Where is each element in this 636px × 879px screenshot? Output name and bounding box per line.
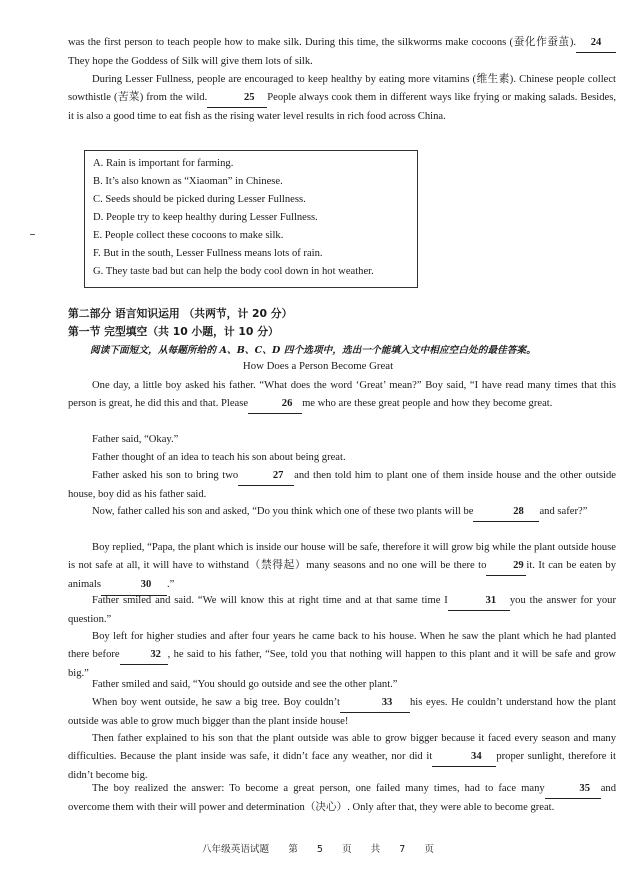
instruction: 阅读下面短文，从每题所给的 A、B、C、D 四个选项中，选出一个能填入文中相应空白处的最佳答案。 (90, 345, 536, 356)
passage-title: How Does a Person Become Great (242, 360, 394, 372)
text: Father asked his son to bring two (92, 470, 239, 481)
passage-paragraph-3 (68, 449, 616, 467)
text: it. It can be eaten by animals (68, 560, 617, 591)
text: me who are these great people and how they become great. (302, 398, 553, 410)
text: and safer?” (539, 506, 588, 517)
text: proper sunlight, therefore it didn’t become big. (68, 751, 616, 782)
blank-29[interactable]: 29 (486, 557, 526, 576)
footer-subject: 八年级英语试题 (201, 844, 270, 855)
blank-28[interactable]: 28 (473, 503, 539, 522)
text: and overcome them with their will power and determination（决心）. Only after that, they were able to become great. (68, 783, 616, 814)
text: Boy replied, “Papa, the plant which is inside our house will be safe, therefore it will grow big while the plant outside house is not safe at all, it will have to withstand（禁得起）many seasons and no one will be there to (68, 542, 616, 572)
blank-31[interactable]: 31 (448, 592, 510, 611)
passage-paragraph-5 (68, 503, 616, 522)
option-g: G. They taste bad but can help the body cool down in hot weather. (93, 266, 374, 277)
blank-25[interactable]: 25 (207, 89, 267, 108)
passage-paragraph-11 (68, 730, 616, 786)
blank-30[interactable]: 30 (101, 576, 167, 595)
part-heading: 第二部分 语言知识运用 （共两节，计 20 分） (68, 307, 293, 320)
passage-paragraph-6 (68, 539, 616, 596)
text: People always cook them in different ways like frying or making salads. Besides, it is also a good time to eat fish as the rising water level results in rich food across China. (68, 92, 616, 123)
text: , he said to his father, “See, told you that nothing will happen to this plant and it will be safe and grow big.” (68, 649, 616, 680)
text: his eyes. He couldn’t understand how the plant outside was able to grow much bigger than the plant inside house! (68, 697, 616, 728)
text: Boy left for higher studies and after four years he came back to his house. When he saw the plant which he had planted there before (68, 631, 616, 661)
options-box (84, 150, 418, 288)
text: you the answer for your question.” (68, 595, 616, 626)
paragraph-silk (68, 34, 616, 71)
option-c: C. Seeds should be picked during Lesser Fullness. (93, 194, 306, 205)
text: Then father explained to his son that the plant outside was able to grow bigger because it faced every season and many difficulties. Because the plant inside was safe, it didn’t face any weather, nor did it (68, 733, 616, 763)
passage-paragraph-1 (68, 377, 616, 414)
text: Father said, “Okay.” (92, 434, 179, 445)
blank-26[interactable]: 26 (248, 395, 302, 414)
option-a: A. Rain is important for farming. (93, 158, 234, 169)
option-d: D. People try to keep healthy during Lesser Fullness. (93, 212, 318, 223)
footer-page: 第 5 页 (288, 844, 352, 855)
text: One day, a little boy asked his father. “What does the word ‘Great’ mean?” Boy said, “I have read many times that this person is great, he did this and that. Please (68, 380, 616, 410)
blank-35[interactable]: 35 (545, 780, 601, 799)
text: They hope the Goddess of Silk will give them lots of silk. (68, 56, 313, 68)
text: The boy realized the answer: To become a great person, one failed many times, had to face many (92, 783, 545, 794)
blank-27[interactable]: 27 (238, 467, 294, 486)
subsection-heading: 第一节 完型填空（共 10 小题，计 10 分） (68, 325, 279, 338)
text: Now, father called his son and asked, “Do you think which one of these two plants will be (92, 506, 474, 517)
margin-mark (30, 234, 35, 235)
text: Father thought of an idea to teach his son about being great. (92, 452, 346, 463)
text: Father smiled and said. “We will know this at right time and at that same time I (92, 595, 448, 606)
paragraph-lesser-fullness (68, 71, 616, 127)
blank-34[interactable]: 34 (432, 748, 496, 767)
option-e: E. People collect these cocoons to make silk. (93, 230, 284, 241)
option-b: B. It’s also known as “Xiaoman” in Chinese. (93, 176, 283, 187)
passage-paragraph-10 (68, 694, 616, 731)
passage-paragraph-2 (68, 431, 616, 449)
page-footer (0, 841, 636, 855)
passage-paragraph-7 (68, 592, 616, 629)
text: During Lesser Fullness, people are encouraged to keep healthy by eating more vitamins (维生素). Chinese people collect sowthistle (苦菜) from the wild. (68, 74, 616, 104)
text: was the first person to teach people how to make silk. During this time, the silkworms make cocoons (蚕化作蚕茧). (68, 37, 576, 48)
passage-paragraph-12 (68, 780, 616, 817)
blank-32[interactable]: 32 (120, 646, 168, 665)
text: Father smiled and said, “You should go outside and see the other plant.” (92, 679, 398, 690)
option-f: F. But in the south, Lesser Fullness means lots of rain. (93, 248, 323, 259)
blank-33[interactable]: 33 (340, 694, 410, 713)
passage-paragraph-9 (68, 676, 616, 694)
footer-total: 共 7 页 (370, 844, 435, 855)
text: and then told him to plant one of them inside house and the other outside house, boy did as his father said. (68, 470, 616, 501)
text: When boy went outside, he saw a big tree. Boy couldn’t (92, 697, 340, 708)
passage-paragraph-4 (68, 467, 616, 504)
blank-24[interactable]: 24 (576, 34, 616, 53)
text: .” (166, 579, 175, 591)
